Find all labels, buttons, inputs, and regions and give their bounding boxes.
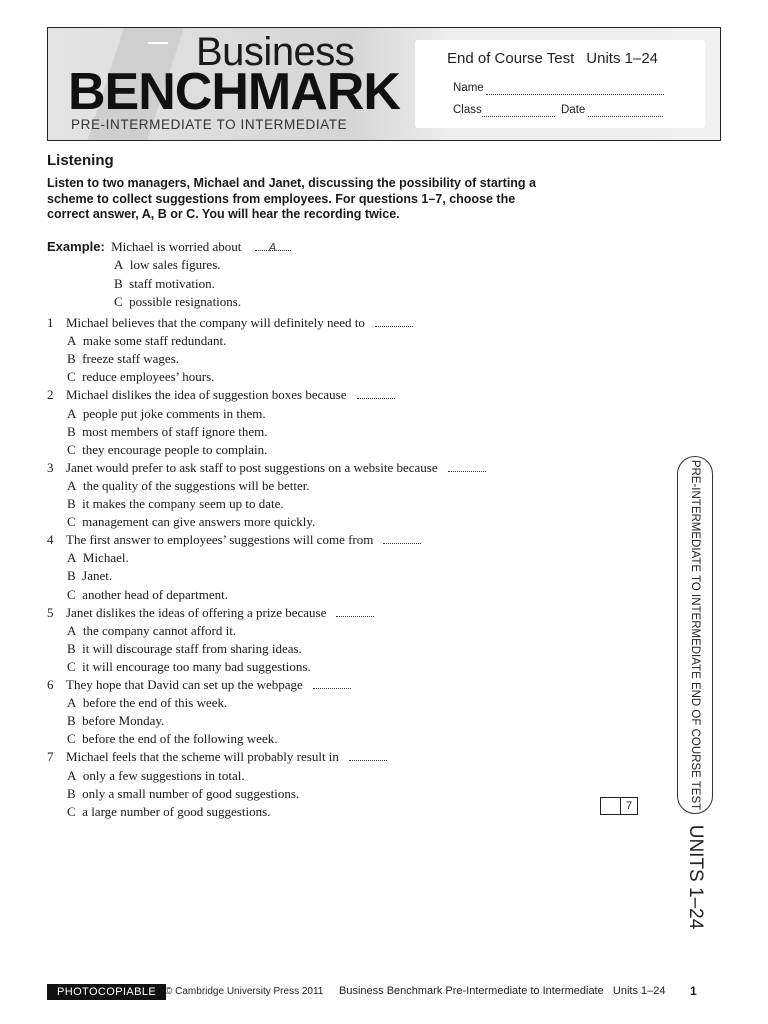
option-letter: A: [67, 405, 77, 421]
option-text: staff motivation.: [129, 276, 215, 291]
question-number: 4: [47, 532, 54, 548]
question-text: Michael feels that the scheme will probably result in: [66, 749, 339, 765]
footer-units: Units 1–24: [612, 985, 666, 997]
name-field[interactable]: [486, 94, 664, 95]
answer-blank[interactable]: [357, 387, 395, 399]
answer-option: [67, 478, 310, 494]
question-text: They hope that David can set up the webpage: [66, 677, 303, 692]
option-text: make some staff redundant.: [82, 333, 227, 349]
test-title-text: End of Course Test: [447, 50, 575, 67]
option-text: the company cannot afford it.: [82, 622, 237, 638]
question-number: 3: [47, 459, 54, 475]
class-field[interactable]: [482, 116, 555, 117]
side-tab: [677, 456, 713, 814]
date-field[interactable]: [588, 116, 663, 117]
option-text: freeze staff wages.: [82, 351, 180, 367]
example-answer: A: [268, 241, 277, 254]
option-text: it will discourage staff from sharing ideas.: [82, 640, 302, 656]
question-stem: [47, 677, 351, 693]
example-stem-text: Michael is worried about: [111, 239, 242, 254]
answer-option: [67, 713, 164, 729]
question-number: 6: [47, 677, 54, 692]
example-answer-blank: [255, 239, 291, 254]
option-letter: B: [67, 496, 76, 511]
answer-option: [67, 351, 179, 367]
option-text: reduce employees’ hours.: [82, 369, 215, 385]
option-text: people put joke comments in them.: [82, 405, 266, 421]
answer-blank[interactable]: [349, 749, 387, 761]
question-stem: [47, 460, 486, 476]
example-option: [114, 294, 241, 310]
option-text: another head of department.: [82, 586, 228, 602]
option-letter: B: [67, 351, 76, 367]
option-letter: A: [67, 477, 77, 493]
answer-blank[interactable]: [375, 315, 413, 327]
option-letter: C: [67, 369, 76, 385]
question-stem: [47, 387, 395, 403]
answer-option: [67, 550, 129, 566]
name-label: Name: [453, 82, 484, 94]
option-letter: C: [67, 441, 76, 457]
copyright: © Cambridge University Press 2011: [165, 986, 324, 997]
option-letter: A: [67, 695, 77, 711]
question-number: 7: [47, 749, 54, 765]
option-letter: B: [67, 640, 76, 656]
option-letter: B: [67, 423, 76, 439]
example-label: Example:: [47, 239, 105, 254]
score-total: 7: [625, 800, 633, 812]
header-decoration-line: [148, 42, 168, 44]
option-text: before the end of the following week.: [82, 731, 278, 747]
answer-option: [67, 768, 245, 784]
option-text: before the end of this week.: [82, 695, 228, 711]
option-text: the quality of the suggestions will be better.: [82, 477, 310, 493]
page-number: 1: [690, 984, 697, 998]
question-text: Michael dislikes the idea of suggestion boxes because: [66, 387, 347, 403]
answer-option: [67, 406, 266, 422]
option-letter: A: [67, 333, 77, 349]
question-number: 1: [47, 315, 54, 330]
question-text: The first answer to employees’ suggestions will come from: [66, 532, 374, 548]
answer-option: [67, 568, 112, 584]
brand-top: Business: [196, 30, 355, 74]
answer-option: [67, 641, 302, 657]
example-option: [114, 257, 221, 273]
footer: [47, 984, 707, 1000]
option-text: low sales figures.: [129, 257, 221, 272]
header-banner: [47, 27, 721, 141]
question-text: Janet would prefer to ask staff to post suggestions on a website because: [66, 459, 438, 475]
example-option: [114, 276, 215, 292]
answer-option: [67, 442, 267, 458]
brand-main: BENCHMARK: [68, 63, 400, 121]
question-text: Michael believes that the company will definitely need to: [66, 315, 365, 330]
option-letter: C: [67, 803, 76, 819]
section-title: Listening: [47, 152, 114, 169]
option-letter: C: [114, 294, 123, 309]
answer-option: [67, 514, 315, 530]
question-text: Janet dislikes the ideas of offering a prize because: [66, 604, 327, 620]
side-units-label: UNITS 1–24: [685, 824, 706, 930]
photocopiable-badge: PHOTOCOPIABLE: [47, 984, 166, 1000]
score-box: [600, 797, 638, 815]
option-letter: C: [67, 731, 76, 747]
answer-blank[interactable]: [313, 677, 351, 689]
option-text: Janet.: [82, 568, 113, 584]
answer-option: [67, 496, 284, 512]
option-text: only a few suggestions in total.: [82, 767, 245, 783]
test-info-box: [415, 40, 705, 128]
option-letter: A: [67, 767, 77, 783]
answer-option: [67, 695, 227, 711]
option-text: before Monday.: [82, 713, 165, 729]
option-text: they encourage people to complain.: [82, 441, 268, 457]
option-letter: C: [67, 514, 76, 530]
answer-option: [67, 587, 228, 603]
side-tab-label: PRE-INTERMEDIATE TO INTERMEDIATE END OF COURSE TEST: [689, 459, 701, 811]
option-letter: C: [67, 658, 76, 674]
option-letter: C: [67, 586, 76, 602]
footer-title: [339, 985, 666, 997]
answer-option: [67, 369, 214, 385]
question-stem: [47, 315, 413, 331]
option-text: it will encourage too many bad suggestions.: [82, 658, 311, 674]
option-letter: A: [67, 622, 77, 638]
option-text: a large number of good suggestions.: [82, 803, 271, 819]
question-stem: [47, 605, 374, 621]
option-letter: B: [67, 713, 76, 729]
section-instructions: Listen to two managers, Michael and Janet, discussing the possibility of starting a scheme to collect suggestions from employees. For questions 1–7, choose the correct answer, A, B or C. You will hear the recording twice.: [47, 176, 536, 221]
score-input-cell[interactable]: [601, 798, 621, 814]
answer-blank[interactable]: [383, 532, 421, 544]
date-label: Date: [561, 104, 586, 116]
answer-blank[interactable]: [336, 605, 374, 617]
option-letter: B: [67, 785, 76, 801]
answer-option: [67, 731, 277, 747]
option-letter: A: [67, 550, 77, 566]
option-text: Michael.: [82, 550, 129, 566]
class-label: Class: [453, 104, 482, 116]
option-text: management can give answers more quickly.: [82, 514, 316, 530]
answer-option: [67, 659, 311, 675]
answer-option: [67, 333, 226, 349]
answer-blank[interactable]: [448, 460, 486, 472]
option-letter: B: [114, 276, 123, 291]
answer-option: [67, 804, 270, 820]
test-title: [447, 50, 658, 67]
example-stem: [47, 239, 291, 255]
answer-option: [67, 424, 268, 440]
question-stem: [47, 532, 421, 548]
footer-book-title: Business Benchmark Pre-Intermediate to Intermediate: [339, 985, 604, 997]
question-number: 5: [47, 604, 54, 620]
option-text: most members of staff ignore them.: [82, 423, 268, 439]
option-letter: B: [67, 568, 76, 584]
option-text: possible resignations.: [129, 294, 242, 309]
question-stem: [47, 749, 387, 765]
brand-subtitle: PRE-INTERMEDIATE TO INTERMEDIATE: [71, 117, 348, 132]
option-letter: A: [114, 257, 124, 272]
answer-option: [67, 623, 236, 639]
test-units: Units 1–24: [586, 50, 659, 67]
option-text: only a small number of good suggestions.: [82, 785, 300, 801]
option-text: it makes the company seem up to date.: [82, 496, 284, 511]
answer-option: [67, 786, 299, 802]
question-number: 2: [47, 387, 54, 403]
